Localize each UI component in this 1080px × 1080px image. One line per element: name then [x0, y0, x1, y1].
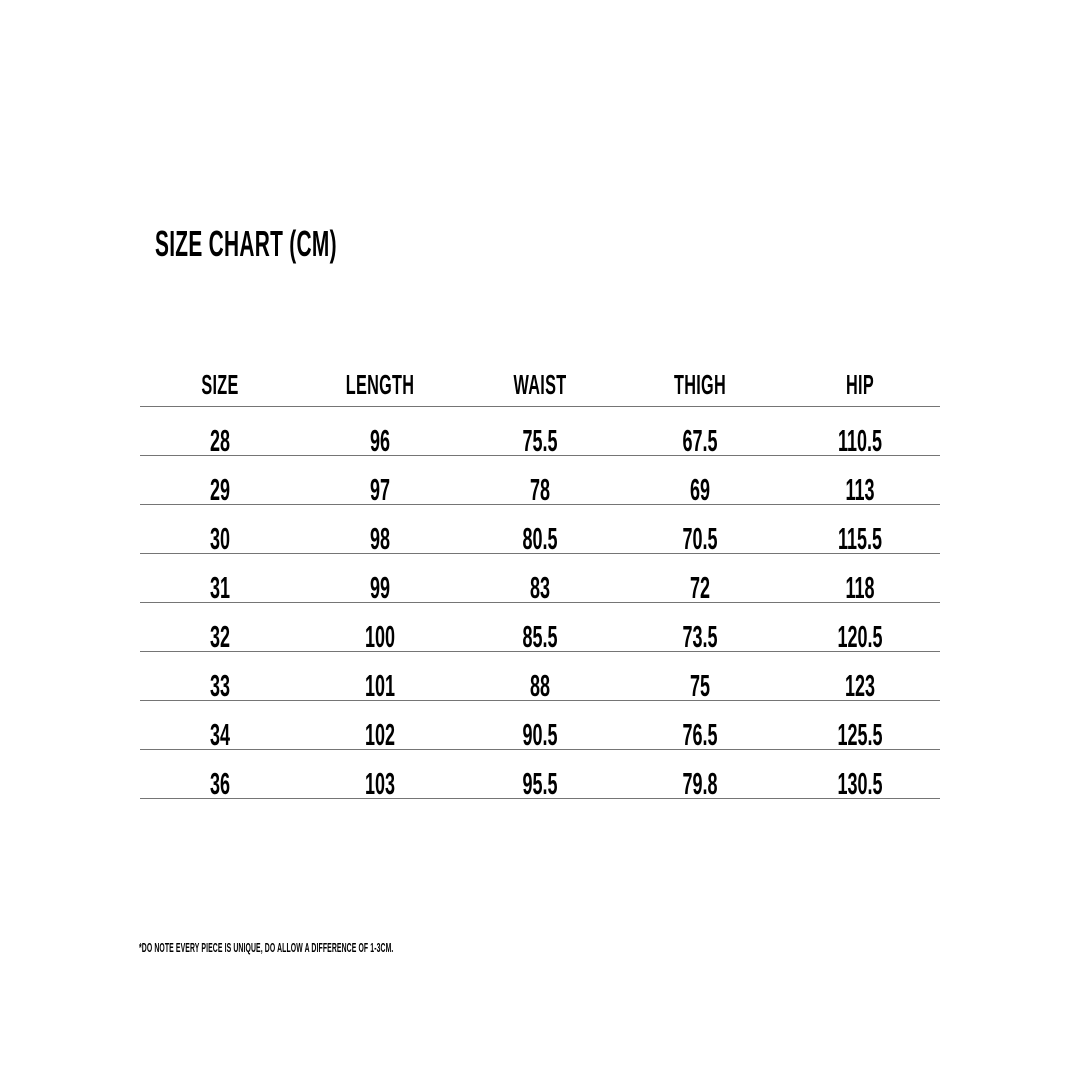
cell-thigh: 72 — [689, 570, 710, 605]
cell-length: 101 — [364, 668, 395, 703]
table-row-size-34 — [140, 701, 940, 750]
cell-hip: 123 — [844, 668, 875, 703]
cell-size: 32 — [209, 619, 230, 654]
cell-hip: 125.5 — [837, 717, 883, 752]
cell-thigh: 69 — [689, 472, 710, 507]
cell-waist: 95.5 — [522, 766, 558, 801]
table-row-size-36 — [140, 750, 940, 799]
cell-size: 29 — [209, 472, 230, 507]
table-row-size-31 — [140, 554, 940, 603]
column-header-length: LENGTH — [345, 368, 415, 400]
cell-waist: 85.5 — [522, 619, 558, 654]
cell-size: 31 — [209, 570, 230, 605]
cell-size: 33 — [209, 668, 230, 703]
column-header-hip: HIP — [846, 368, 874, 400]
cell-length: 96 — [369, 423, 390, 458]
cell-thigh: 67.5 — [682, 423, 718, 458]
column-header-waist: WAIST — [513, 368, 567, 400]
cell-length: 100 — [364, 619, 395, 654]
cell-length: 97 — [369, 472, 390, 507]
cell-thigh: 75 — [689, 668, 710, 703]
cell-thigh: 73.5 — [682, 619, 718, 654]
table-row-size-29 — [140, 456, 940, 505]
cell-size: 36 — [209, 766, 230, 801]
column-header-size: SIZE — [201, 368, 239, 400]
cell-waist: 78 — [529, 472, 550, 507]
cell-size: 34 — [209, 717, 230, 752]
cell-hip: 115.5 — [837, 521, 883, 556]
table-row-size-28 — [140, 407, 940, 456]
cell-size: 30 — [209, 521, 230, 556]
size-chart-table — [140, 363, 940, 799]
footnote: *DO NOTE EVERY PIECE IS UNIQUE, DO ALLOW A DIFFERENCE OF 1-3CM. — [139, 941, 394, 955]
cell-length: 103 — [364, 766, 395, 801]
cell-hip: 130.5 — [837, 766, 883, 801]
cell-waist: 90.5 — [522, 717, 558, 752]
cell-hip: 118 — [845, 570, 875, 605]
cell-waist: 80.5 — [522, 521, 558, 556]
cell-length: 98 — [369, 521, 390, 556]
cell-thigh: 79.8 — [682, 766, 718, 801]
column-header-thigh: THIGH — [674, 368, 726, 400]
cell-thigh: 76.5 — [682, 717, 718, 752]
cell-hip: 120.5 — [837, 619, 883, 654]
cell-size: 28 — [209, 423, 230, 458]
cell-length: 102 — [364, 717, 395, 752]
cell-length: 99 — [369, 570, 390, 605]
cell-waist: 88 — [529, 668, 550, 703]
cell-hip: 110.5 — [837, 423, 883, 458]
table-row-size-33 — [140, 652, 940, 701]
table-header-row — [140, 363, 940, 407]
page-title: SIZE CHART (CM) — [155, 223, 337, 264]
table-row-size-32 — [140, 603, 940, 652]
cell-thigh: 70.5 — [682, 521, 718, 556]
cell-hip: 113 — [845, 472, 875, 507]
table-row-size-30 — [140, 505, 940, 554]
cell-waist: 83 — [529, 570, 550, 605]
cell-waist: 75.5 — [522, 423, 558, 458]
